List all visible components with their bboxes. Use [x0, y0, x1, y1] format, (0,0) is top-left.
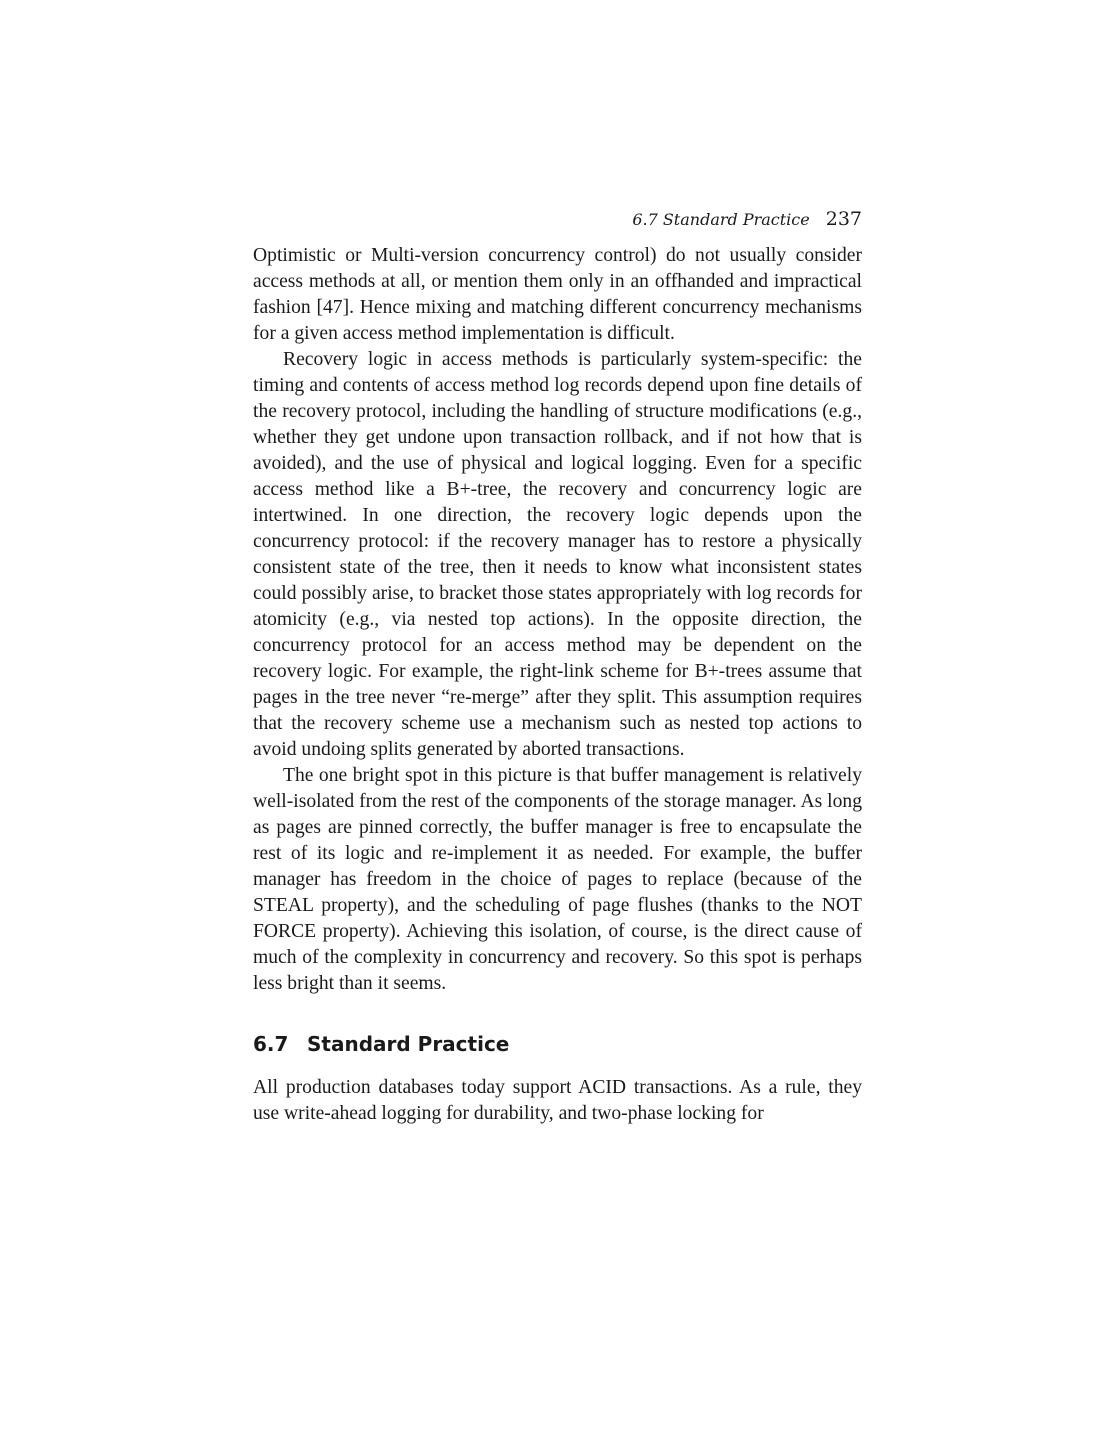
body-text: [253, 243, 862, 1127]
section-heading: [253, 1031, 862, 1057]
page-number: 237: [825, 208, 862, 230]
paragraph-continuation: Optimistic or Multi-version concurrency control) do not usually consider access methods at all, or mention them only in an offhanded and impractical fashion [47]. Hence mixing and matching different concurrency mechanisms for a given access method implementation is difficult.: [253, 245, 862, 344]
paragraph-standard-practice: All production databases today support ACID transactions. As a rule, they use write-ahead logging for durability, and two-phase locking for: [253, 1077, 862, 1124]
section-title: Standard Practice: [307, 1032, 510, 1056]
book-page: [253, 205, 862, 1127]
running-head: [253, 205, 862, 235]
section-number: 6.7: [253, 1032, 289, 1056]
paragraph-buffer-management: The one bright spot in this picture is that buffer management is relatively well-isolated from the rest of the components of the storage manager. As long as pages are pinned correctly, the buffer manager is free to encapsulate the rest of its logic and re-implement it as needed. For example, the buffer manager has freedom in the choice of pages to replace (because of the STEAL property), and the scheduling of page flushes (thanks to the NOT FORCE property). Achieving this isolation, of course, is the direct cause of much of the complexity in concurrency and recovery. So this spot is perhaps less bright than it seems.: [253, 765, 862, 994]
running-head-section: 6.7 Standard Practice: [632, 210, 810, 229]
paragraph-recovery-logic: Recovery logic in access methods is particularly system-specific: the timing and contents of access method log records depend upon fine details of the recovery protocol, including the handling of structure modifications (e.g., whether they get undone upon transaction rollback, and if not how that is avoided), and the use of physical and logical logging. Even for a specific access method like a B+-tree, the recovery and concurrency logic are intertwined. In one direction, the recovery logic depends upon the concurrency protocol: if the recovery manager has to restore a physically consistent state of the tree, then it needs to know what inconsistent states could possibly arise, to bracket those states appropriately with log records for atomicity (e.g., via nested top actions). In the opposite direction, the concurrency protocol for an access method may be dependent on the recovery logic. For example, the right-link scheme for B+-trees assume that pages in the tree never “re-merge” after they split. This assumption requires that the recovery scheme use a mechanism such as nested top actions to avoid undoing splits generated by aborted transactions.: [253, 349, 862, 760]
